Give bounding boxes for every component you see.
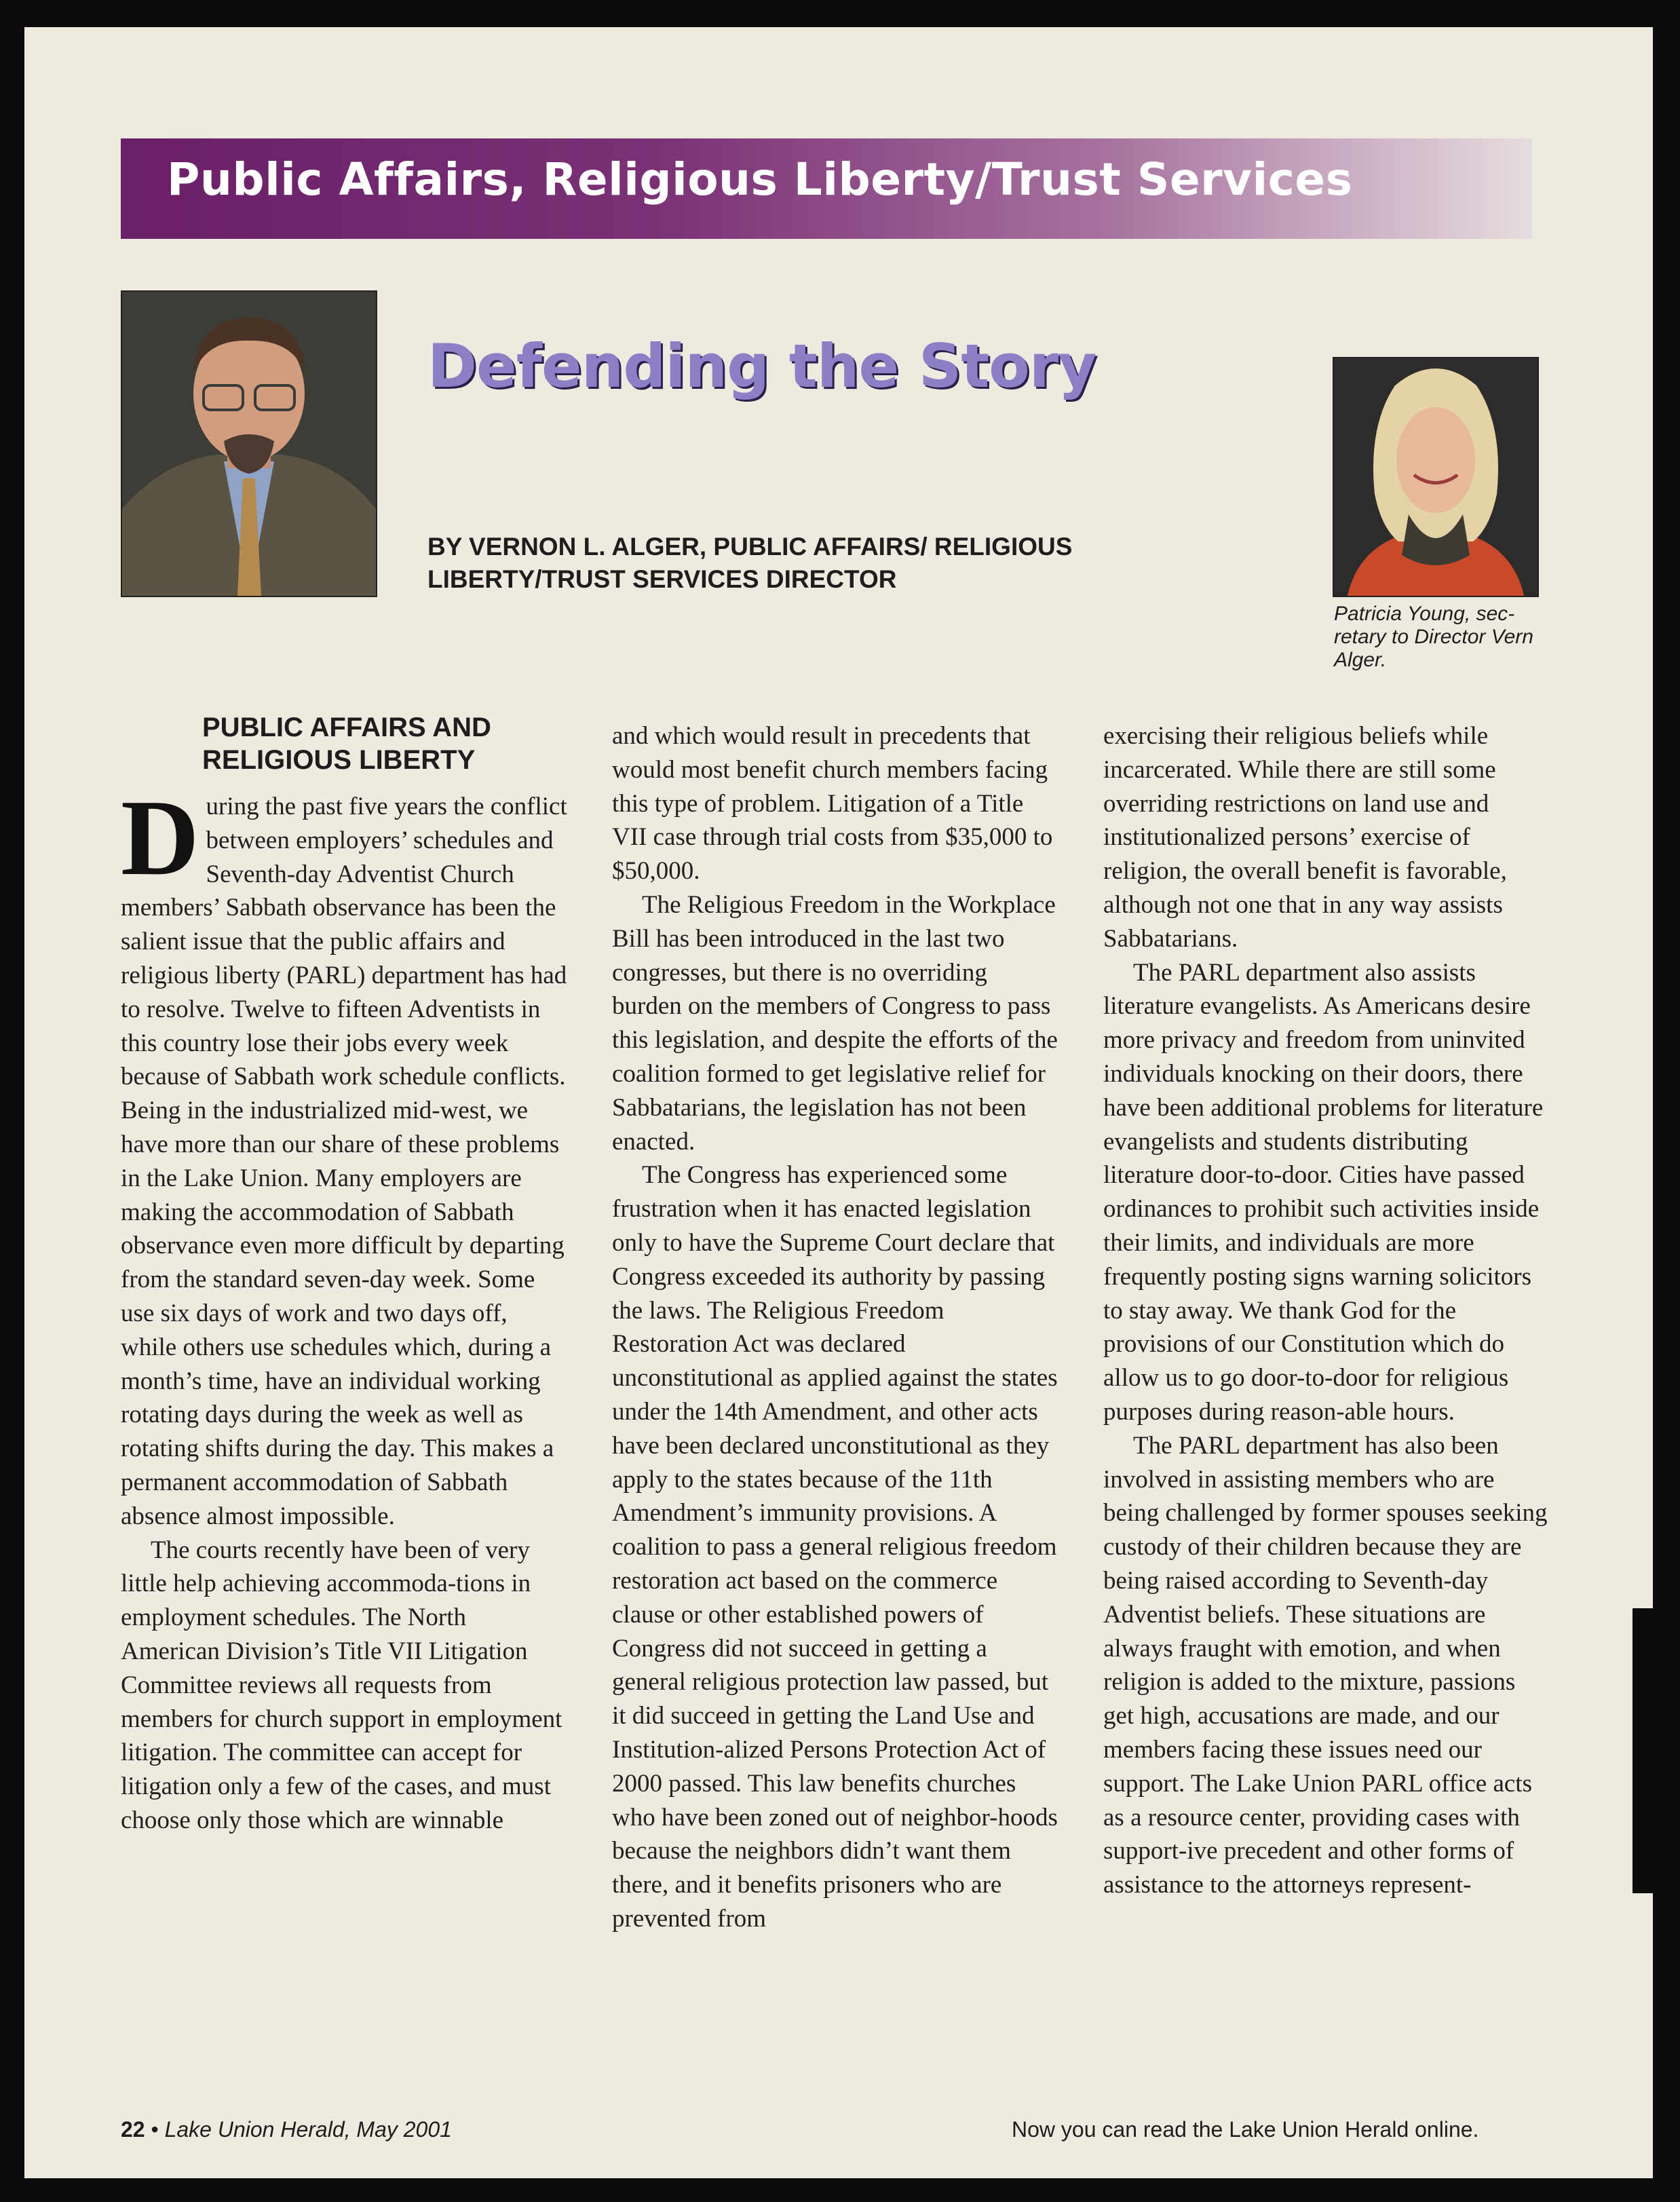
drop-cap: D <box>121 777 199 898</box>
paragraph: The courts recently have been of very little help achieving accommoda-tions in employment schedules. The North American Division’s Title VII Litigation Committee reviews all requests from members for church support in employment litigation. The committee can accept for litigation only a few of the cases, and must choose only those which are winnable <box>121 1536 562 1834</box>
paragraph: The PARL department has also been involved in assisting members who are being challenged by former spouses seeking custody of their children because they are being raised according to Seventh-day Adventist beliefs. These situations are always fraught with emotion, and when religion is added to the mixture, passions get high, accusations are made, and our members facing these issues need our support. The Lake Union PARL office acts as a resource center, providing cases with support-ive precedent and other forms of assistance to the attorneys represent- <box>1103 1431 1548 1899</box>
paragraph: The Congress has experienced some frustration when it has enacted legislation only to have the Supreme Court declare that Congress exceeded its authority by passing the laws. The Religious Freedom Restoration Act was declared unconstitutional as applied against the states under the 14th Amendment, and other acts have been declared unconstitutional as they apply to the states because of the 11th Amendment’s immunity provisions. A coalition to pass a general religious freedom restoration act based on the commerce clause or other established powers of Congress did not succeed in getting a general religious protection law passed, but it did succeed in getting the Land Use and Institution-alized Persons Protection Act of 2000 passed. This law benefits churches who have been zoned out of neighbor-hoods because the neighbors didn’t want them there, and it benefits prisoners who are prevented from <box>612 1161 1058 1933</box>
body-column-3 <box>1103 719 1551 1902</box>
body-column-2 <box>612 719 1060 1936</box>
banner-title: Public Affairs, Religious Liberty/Trust Services <box>167 153 1353 206</box>
online-note: Now you can read the Lake Union Herald online. <box>1012 2117 1479 2142</box>
footer-bullet: • <box>151 2117 159 2142</box>
section-heading: PUBLIC AFFAIRS AND RELIGIOUS LIBERTY <box>202 713 491 775</box>
paragraph: and which would result in precedents that would most benefit church members facing this type of problem. Litigation of a Title VII case through trial costs from $35,000 to $50,000. <box>612 722 1053 886</box>
author-photo <box>121 290 377 597</box>
body-column-1 <box>121 777 569 1838</box>
magazine-page <box>24 27 1653 2178</box>
page-footer-left <box>121 2117 452 2142</box>
article-byline: BY VERNON L. ALGER, PUBLIC AFFAIRS/ RELIGIOUS LIBERTY/TRUST SERVICES DIRECTOR <box>427 533 1073 593</box>
section-banner <box>121 138 1532 239</box>
article-headline: Defending the Story <box>427 331 1096 401</box>
paragraph-text: uring the past five years the conflict between employers’ schedules and Seventh-day Adventist Church members’ Sabbath observance has been the salient issue that the public affairs and religious liberty (PARL) department has had to resolve. Twelve to fifteen Adventists in this country lose their jobs every week because of Sabbath work schedule conflicts. Being in the industrialized mid-west, we have more than our share of these problems in the Lake Union. Many employers are making the accommodation of Sabbath observance even more difficult by departing from the standard seven-day week. Some use six days of work and two days off, while others use schedules which, during a month’s time, have an individual working rotating days during the week as well as rotating shifts during the day. This makes a permanent accommodation of Sabbath absence almost impossible. <box>121 793 567 1530</box>
page-number: 22 <box>121 2117 145 2142</box>
paragraph <box>121 777 569 1534</box>
scan-edge-shadow <box>1633 1608 1653 1893</box>
photo-caption: Patricia Young, sec-retary to Director Vern Alger. <box>1334 603 1533 671</box>
secretary-photo <box>1333 357 1539 597</box>
paragraph: The Religious Freedom in the Workplace Bill has been introduced in the last two congresses, but there is no overriding burden on the members of Congress to pass this legislation, and despite the efforts of the coalition formed to get legislative relief for Sabbatarians, the legislation has not been enacted. <box>612 890 1058 1156</box>
paragraph: The PARL department also assists literature evangelists. As Americans desire more privacy and freedom from uninvited individuals knocking on their doors, there have been additional problems for literature evangelists and students distributing literature door-to-door. Cities have passed ordinances to prohibit such activities inside their limits, and individuals are more frequently posting signs warning solicitors to stay away. We thank God for the provisions of our Constitution which do allow us to go door-to-door for religious purposes during reason-able hours. <box>1103 958 1544 1426</box>
paragraph: exercising their religious beliefs while incarcerated. While there are still some overriding restrictions on land use and institutionalized persons’ exercise of religion, the overall benefit is favorable, although not one that in any way assists Sabbatarians. <box>1103 722 1507 953</box>
publication-info: Lake Union Herald, May 2001 <box>164 2117 452 2142</box>
